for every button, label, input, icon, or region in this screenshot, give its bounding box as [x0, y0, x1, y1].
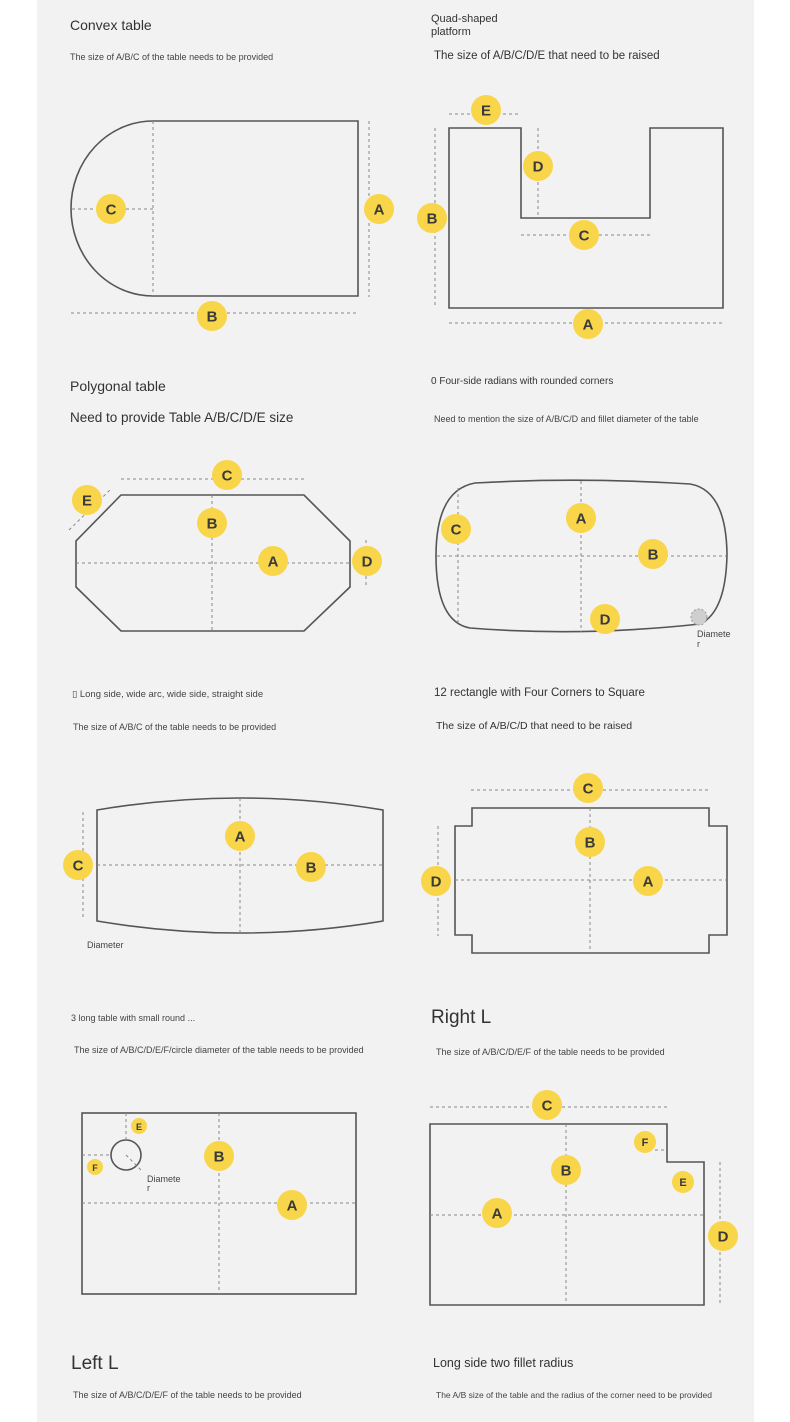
badge-a [633, 866, 663, 896]
svg-text:E: E [679, 1177, 687, 1189]
badge-d [523, 151, 553, 181]
diameter-label: Diameter [87, 940, 124, 950]
badge-a [573, 309, 603, 339]
svg-text:F: F [92, 1163, 98, 1173]
right-l-diagram [430, 1090, 738, 1305]
convex-table-note: The size of A/B/C of the table needs to be provided [70, 52, 274, 62]
polygonal-table-note: Need to provide Table A/B/C/D/E size [70, 410, 294, 425]
svg-text:C: C [578, 227, 590, 245]
badge-f [634, 1131, 656, 1153]
svg-text:C: C [582, 780, 594, 798]
quad-platform-title: Quad-shaped platform [431, 13, 498, 38]
badge-c [532, 1090, 562, 1120]
wide-arc-note: The size of A/B/C of the table needs to be provided [73, 722, 277, 732]
svg-text:B: B [206, 308, 218, 326]
badge-c [96, 194, 126, 224]
badge-b [575, 827, 605, 857]
svg-text:E: E [135, 1122, 143, 1132]
badge-a [364, 194, 394, 224]
badge-c [212, 460, 242, 490]
square-corners-note: The size of A/B/C/D that need to be raised [436, 720, 633, 732]
badge-b [417, 203, 447, 233]
svg-text:D: D [599, 611, 611, 629]
badge-c [569, 220, 599, 250]
svg-text:C: C [450, 521, 462, 539]
badge-e [672, 1171, 694, 1193]
badge-b [197, 508, 227, 538]
right-l-outline [430, 1124, 704, 1305]
right-l-title: Right L [431, 1007, 492, 1028]
badge-b [204, 1141, 234, 1171]
two-fillet-title: Long side two fillet radius [433, 1356, 574, 1370]
diameter-label-wrap: r [147, 1183, 150, 1193]
svg-text:A: A [582, 316, 594, 334]
svg-text:D: D [717, 1228, 729, 1246]
badge-a [566, 503, 596, 533]
left-l-note: The size of A/B/C/D/E/F of the table needs to be provided [73, 1390, 302, 1400]
small-round-note: The size of A/B/C/D/E/F/circle diameter of the table needs to be provided [74, 1045, 364, 1055]
svg-text:A: A [267, 553, 279, 571]
badge-e [72, 485, 102, 515]
wide-arc-title: ▯ Long side, wide arc, wide side, straight side [72, 689, 264, 700]
svg-text:B: B [426, 210, 438, 228]
svg-text:C: C [72, 857, 84, 875]
badge-b [551, 1155, 581, 1185]
small-round-title: 3 long table with small round ... [71, 1013, 196, 1023]
svg-text:C: C [221, 467, 233, 485]
svg-text:E: E [480, 102, 492, 120]
svg-text:F: F [641, 1137, 649, 1149]
rounded-corners-diagram [436, 480, 731, 649]
svg-text:E: E [81, 492, 93, 510]
badge-f [87, 1159, 103, 1175]
badge-d [421, 866, 451, 896]
badge-a [482, 1198, 512, 1228]
badge-b [197, 301, 227, 331]
badge-c [573, 773, 603, 803]
svg-text:B: B [584, 834, 596, 852]
fillet-circle [691, 609, 707, 625]
badge-b [296, 852, 326, 882]
svg-text:B: B [213, 1148, 225, 1166]
convex-table-title: Convex table [70, 17, 152, 33]
quad-platform-diagram [417, 95, 723, 339]
badge-d [708, 1221, 738, 1251]
svg-text:C: C [105, 201, 117, 219]
badge-c [441, 514, 471, 544]
svg-text:B: B [305, 859, 317, 877]
badge-b [638, 539, 668, 569]
diameter-label: Diamete [697, 629, 731, 639]
convex-table-diagram [71, 121, 394, 331]
svg-text:A: A [286, 1197, 298, 1215]
small-round-diagram [82, 1113, 356, 1294]
polygonal-table-diagram [69, 460, 382, 631]
badge-a [277, 1190, 307, 1220]
svg-text:A: A [642, 873, 654, 891]
svg-text:D: D [532, 158, 544, 176]
polygonal-table-title: Polygonal table [70, 378, 166, 394]
svg-text:D: D [361, 553, 373, 571]
two-fillet-note: The A/B size of the table and the radius of the corner need to be provided [436, 1390, 712, 1400]
svg-text:A: A [575, 510, 587, 528]
square-corners-title: 12 rectangle with Four Corners to Square [434, 687, 645, 699]
svg-text:B: B [647, 546, 659, 564]
wide-arc-diagram [63, 798, 383, 950]
left-l-title: Left L [71, 1353, 119, 1374]
svg-text:A: A [234, 828, 246, 846]
diameter-label: Diamete [147, 1174, 181, 1184]
quad-platform-note: The size of A/B/C/D/E that need to be raised [434, 50, 660, 62]
badge-d [590, 604, 620, 634]
svg-text:C: C [541, 1097, 553, 1115]
badge-c [63, 850, 93, 880]
badge-e [131, 1118, 147, 1134]
badge-e [471, 95, 501, 125]
badge-d [352, 546, 382, 576]
svg-text:A: A [373, 201, 385, 219]
svg-text:A: A [491, 1205, 503, 1223]
svg-text:B: B [560, 1162, 572, 1180]
diameter-label-wrap: r [697, 639, 700, 649]
rounded-corners-note: Need to mention the size of A/B/C/D and fillet diameter of the table [434, 414, 699, 424]
right-l-note: The size of A/B/C/D/E/F of the table needs to be provided [436, 1047, 665, 1057]
svg-text:D: D [430, 873, 442, 891]
square-corners-diagram [421, 773, 727, 953]
svg-text:B: B [206, 515, 218, 533]
badge-a [258, 546, 288, 576]
quad-platform-outline [449, 128, 723, 308]
badge-a [225, 821, 255, 851]
rounded-corners-title: 0 Four-side radians with rounded corners [431, 376, 614, 387]
